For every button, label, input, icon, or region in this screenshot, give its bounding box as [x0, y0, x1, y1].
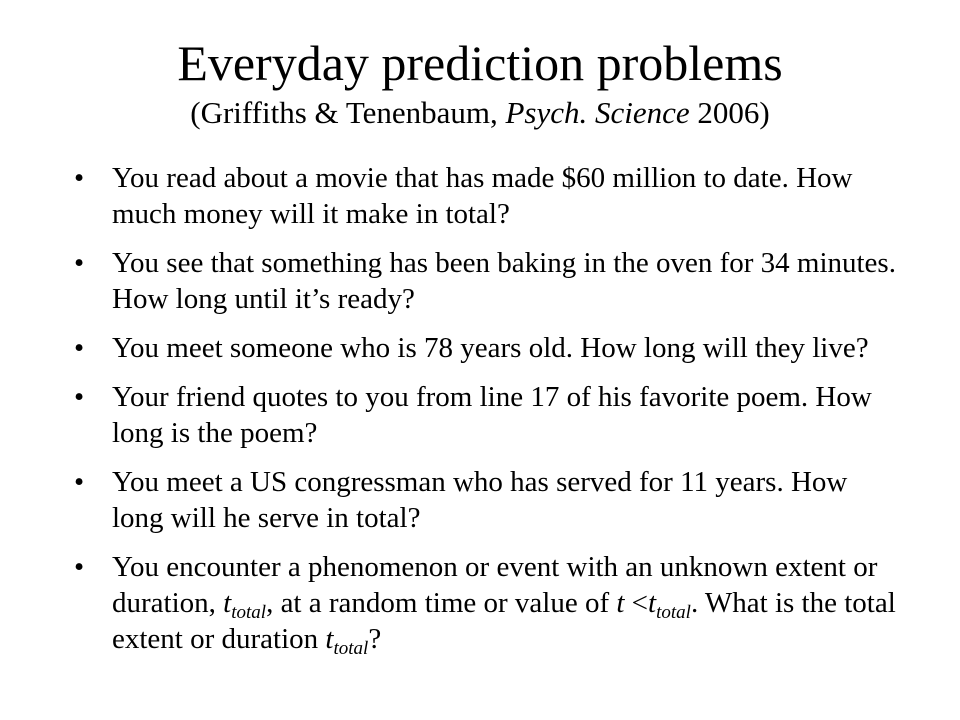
bullet-text: Your friend quotes to you from line 17 of his favorite poem. How long is the poem?: [112, 381, 872, 449]
bullet-dot: •: [74, 332, 85, 364]
t-total-sub-2: total: [656, 602, 691, 623]
t-total-sub: total: [231, 602, 267, 623]
bullet-text: You meet a US congressman who has served for 11 years. How long will he serve in total?: [112, 466, 848, 534]
bullet-item-general: [74, 549, 904, 657]
bullet-dot: •: [74, 381, 85, 413]
t-total-var-3: t: [325, 623, 334, 655]
bullet-item-age: [74, 330, 904, 366]
bullet-item-oven: [74, 245, 904, 317]
slide-subtitle: [0, 94, 960, 132]
t-total-var-2: t: [648, 587, 657, 619]
bullet-dot: •: [74, 551, 85, 583]
bullet-dot: •: [74, 247, 85, 279]
bullet-list: [74, 160, 904, 657]
t-total-sub-3: total: [333, 638, 369, 659]
t-var: t: [616, 587, 625, 619]
slide-title: Everyday prediction problems: [177, 35, 783, 91]
bullet-item-congressman: [74, 464, 904, 536]
bullet-text-part2: , at a random time or value of: [266, 587, 617, 619]
bullet-dot: •: [74, 466, 85, 498]
bullet-text-part1: You encounter a phenomenon or event with an unknown extent or duration,: [112, 551, 878, 619]
subtitle-year: 2006): [689, 95, 770, 130]
title-block: [0, 36, 960, 132]
bullet-text: You see that something has been baking in the oven for 34 minutes. How long until it’s ready?: [112, 247, 896, 315]
less-than: <: [624, 587, 649, 619]
bullet-item-poem: [74, 379, 904, 451]
bullet-dot: •: [74, 162, 85, 194]
question-mark: ?: [368, 623, 382, 655]
bullet-text: You read about a movie that has made $60 million to date. How much money will it make in total?: [112, 162, 853, 230]
subtitle-authors: (Griffiths & Tenenbaum,: [190, 95, 506, 130]
bullet-text: You meet someone who is 78 years old. How long will they live?: [112, 332, 869, 364]
subtitle-journal: Psych. Science: [505, 95, 690, 130]
bullet-item-movie: [74, 160, 904, 232]
t-total-var: t: [223, 587, 232, 619]
bullet-text-part3: . What is the total extent or duration: [112, 587, 896, 655]
